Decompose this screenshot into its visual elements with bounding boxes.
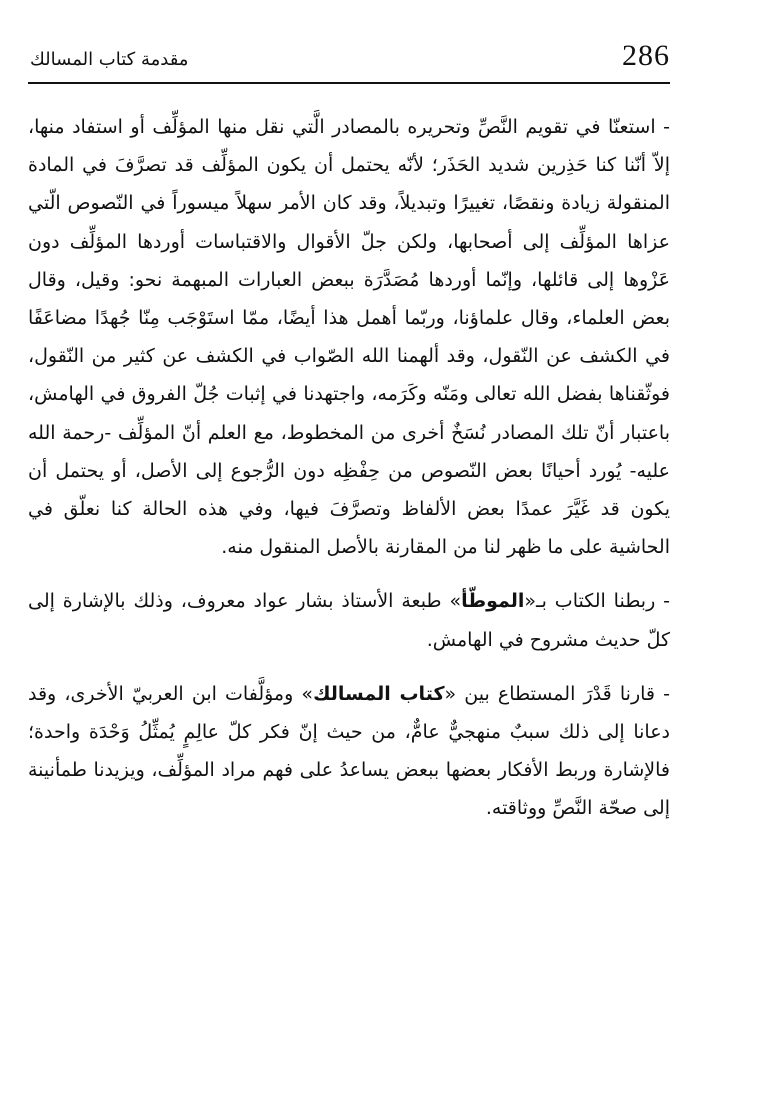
running-title: مقدمة كتاب المسالك: [30, 49, 189, 70]
paragraph-sources: - استعنّا في تقويم النَّصِّ وتحريره بالمصادر الَّتي نقل منها المؤلِّف أو استفاد منها، إلاّ أنّنا كنا حَذِرين شديد الحَذَر؛ لأنّه يحتمل أن يكون المؤلِّف قد تصرَّفَ في المادة المنقولة زيادة ونقصًا، تغييرًا وتبديلاً، وقد كان الأمر سهلاً ميسوراً في النّصوص الّتي عزاها المؤلِّف إلى أصحابها، ولكن جلّ الأقوال والاقتباسات أوردها المؤلِّف دون عَزْوها إلى قائلها، وإنّما أوردها مُصَدَّرَة ببعض العبارات المبهمة نحو: وقيل، وقال بعض العلماء، وقال علماؤنا، وربّما أهمل هذا أيضًا، ممّا استَوْجَب مِنّا جُهدًا مضاعَفًا في الكشف عن النّقول، وقد ألهمنا الله الصّواب في الكشف عن كثير من النّقول، فوثّقناها بفضل الله تعالى ومَنّه وكَرَمه، واجتهدنا في إثبات جُلّ الفروق في الهامش، باعتبار أنّ تلك المصادر نُسَخٌ أخرى من المخطوط، مع العلم أنّ المؤلِّف -رحمة الله عليه- يُورد أحيانًا بعض النّصوص من حِفْظِه دون الرُّجوع إلى الأصل، أو يحتمل أن يكون قد غَيَّرَ عمدًا بعض الألفاظ وتصرَّفَ فيها، وفي هذه الحالة كنا نعلّق في الحاشية على ما ظهر لنا من المقارنة بالأصل المنقول منه.: [28, 116, 670, 559]
paragraph-muwatta-after: » طبعة الأستاذ بشار عواد معروف، وذلك بالإشارة إلى كلّ حديث مشروح في الهامش.: [28, 590, 670, 651]
page-body: [28, 108, 670, 828]
page-number: 286: [622, 39, 670, 72]
page-header: [28, 38, 670, 84]
paragraph-muwatta: [28, 582, 670, 658]
paragraph-muwatta-before: - ربطنا الكتاب بـ«: [524, 590, 671, 613]
paragraph-comparison: [28, 675, 670, 828]
masalik-title: كتاب المسالك: [313, 682, 445, 705]
muwatta-title: الموطّأ: [461, 590, 525, 613]
paragraph-comparison-after: » ومؤلَّفات ابن العربيّ الأخرى، وقد دعانا إلى ذلك سببٌ منهجيٌّ عامٌّ، من حيث إنّ فكر كلّ عالِمٍ يُمثِّلُ وَحْدَة واحدة؛ فالإشارة وربط الأفكار بعضها ببعض يساعدُ على فهم مراد المؤلِّف، ويزيدنا طمأنينة إلى صحّة النَّصِّ ووثاقته.: [28, 682, 670, 820]
paragraph-comparison-before: - قارنا قَدْرَ المستطاع بين «: [444, 682, 670, 705]
